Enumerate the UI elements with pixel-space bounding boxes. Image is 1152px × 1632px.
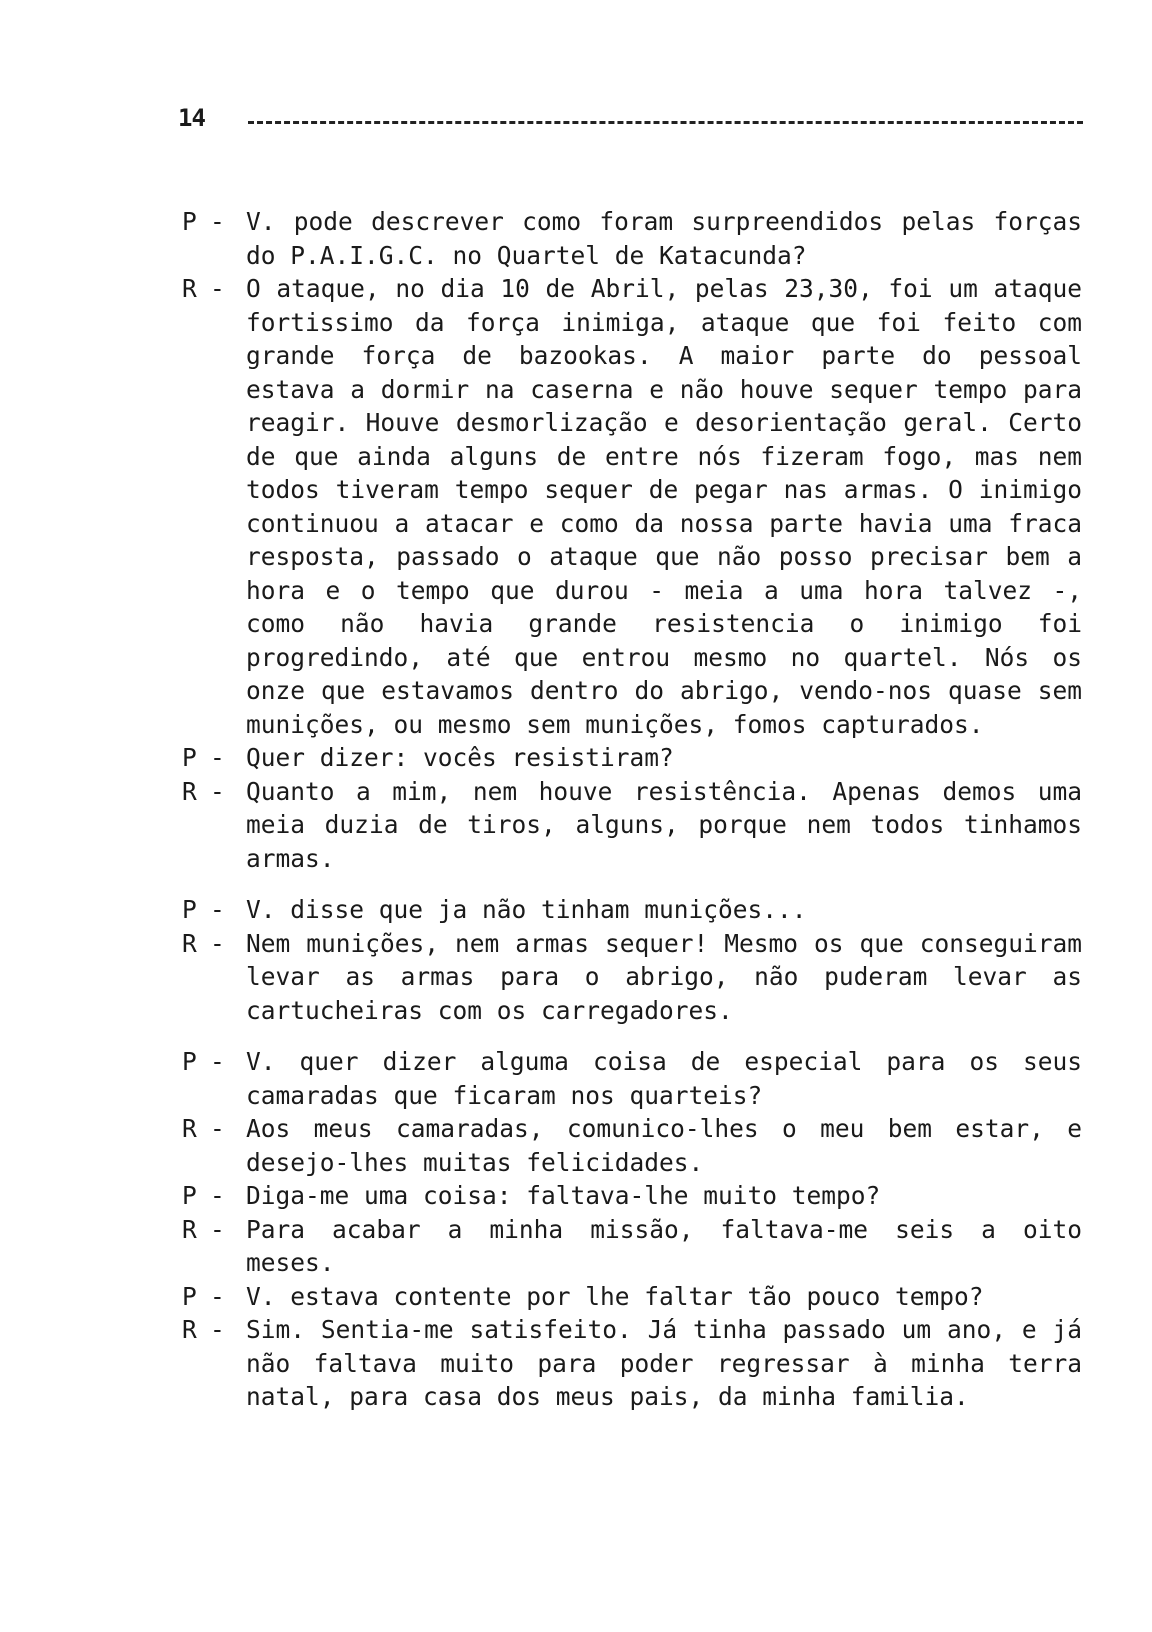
question-text: V. quer dizer alguma coisa de especial para os seus camaradas que ficaram nos quarteis? bbox=[246, 1047, 1082, 1110]
answer-3 bbox=[182, 927, 1082, 1028]
dash: - bbox=[210, 1047, 225, 1076]
answer-4 bbox=[182, 1112, 1082, 1179]
answer-5 bbox=[182, 1213, 1082, 1280]
speaker-label: R bbox=[182, 928, 197, 958]
dash: - bbox=[210, 1181, 225, 1210]
question-text: V. disse que ja não tinham munições... bbox=[246, 895, 807, 924]
dash: - bbox=[210, 895, 225, 924]
speaker-label: R bbox=[182, 1315, 197, 1344]
answer-1 bbox=[182, 272, 1082, 741]
question-text: Diga-me uma coisa: faltava-lhe muito tempo? bbox=[246, 1181, 881, 1210]
page-header bbox=[178, 104, 1083, 132]
question-2 bbox=[182, 741, 1082, 775]
dash: - bbox=[210, 776, 225, 806]
speaker-label: P bbox=[182, 207, 197, 236]
answer-2 bbox=[182, 775, 1082, 876]
speaker-label: R bbox=[182, 776, 197, 806]
dash: - bbox=[210, 207, 225, 236]
answer-text: Sim. Sentia-me satisfeito. Já tinha passado um ano, e já não faltava muito para poder regressar à minha terra natal, para casa dos meus pais, da minha familia. bbox=[246, 1315, 1082, 1411]
speaker-label: P bbox=[182, 1181, 197, 1210]
question-text: V. pode descrever como foram surpreendidos pelas forças do P.A.I.G.C. no Quartel de Katacunda? bbox=[246, 207, 1082, 270]
answer-text: Nem munições, nem armas sequer! Mesmo os que conseguiram levar as armas para o abrigo, não puderam levar as cartucheiras com os carregadores. bbox=[246, 928, 1082, 1025]
dash: - bbox=[210, 1281, 225, 1311]
speaker-label: R bbox=[182, 274, 197, 303]
question-6 bbox=[182, 1280, 1082, 1314]
dash: - bbox=[210, 1214, 225, 1244]
answer-6 bbox=[182, 1313, 1082, 1414]
question-text: Quer dizer: vocês resistiram? bbox=[246, 743, 674, 772]
header-rule bbox=[248, 121, 1083, 124]
speaker-label: R bbox=[182, 1214, 197, 1244]
dash: - bbox=[210, 274, 225, 303]
page-number: 14 bbox=[178, 104, 205, 132]
speaker-label: P bbox=[182, 1281, 197, 1311]
dash: - bbox=[210, 743, 225, 772]
speaker-label: P bbox=[182, 743, 197, 772]
dash: - bbox=[210, 1114, 225, 1143]
speaker-label: R bbox=[182, 1114, 197, 1143]
speaker-label: P bbox=[182, 895, 197, 924]
speaker-label: P bbox=[182, 1047, 197, 1076]
answer-text: O ataque, no dia 10 de Abril, pelas 23,30, foi um ataque fortissimo da força inimiga, ataque que foi feito com grande força de bazookas. A maior parte do pessoal estava a dormir na caserna e não houve sequer tempo para reagir. Houve desmorlização e desorientação geral. Certo de que ainda alguns de entre nós fizeram fogo, mas nem todos tiveram tempo sequer de pegar nas armas. O inimigo continuou a atacar e como da nossa parte havia uma fraca resposta, passado o ataque que não posso precisar bem a hora e o tempo que durou - meia a uma hora talvez -, como não havia grande resistencia o inimigo foi progredindo, até que entrou mesmo no quartel. Nós os onze que estavamos dentro do abrigo, vendo-nos quase sem munições, ou mesmo sem munições, fomos capturados. bbox=[246, 274, 1082, 739]
question-5 bbox=[182, 1179, 1082, 1213]
answer-text: Quanto a mim, nem houve resistência. Apenas demos uma meia duzia de tiros, alguns, porque nem todos tinhamos armas. bbox=[246, 776, 1082, 873]
dash: - bbox=[210, 1315, 225, 1344]
question-4 bbox=[182, 1045, 1082, 1112]
question-1 bbox=[182, 205, 1082, 272]
answer-text: Para acabar a minha missão, faltava-me seis a oito meses. bbox=[246, 1214, 1082, 1277]
interview-body bbox=[182, 205, 1082, 1414]
dash: - bbox=[210, 928, 225, 958]
answer-text: Aos meus camaradas, comunico-lhes o meu bem estar, e desejo-lhes muitas felicidades. bbox=[246, 1114, 1082, 1177]
question-3 bbox=[182, 893, 1082, 927]
question-text: V. estava contente por lhe faltar tão pouco tempo? bbox=[246, 1281, 984, 1311]
